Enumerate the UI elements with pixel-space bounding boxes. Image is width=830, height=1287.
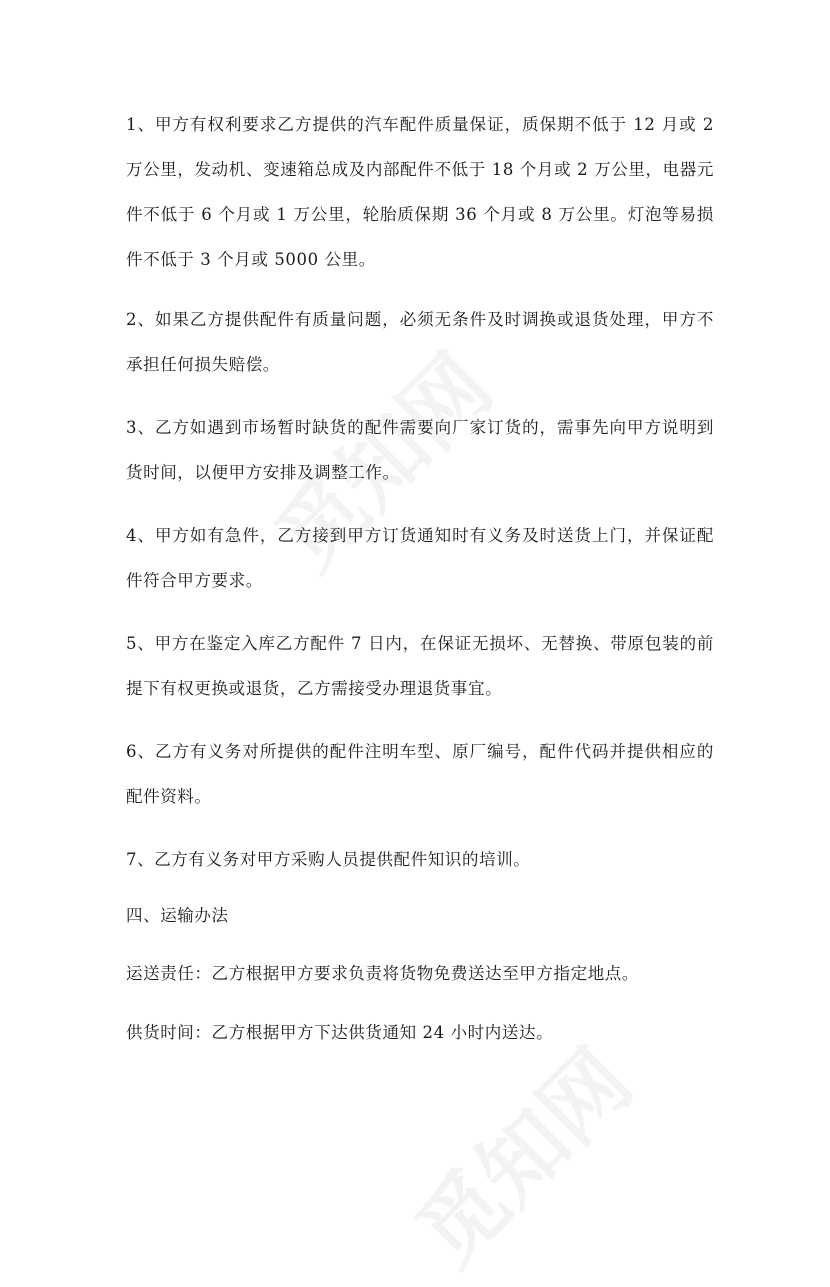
clause-5: 5、甲方在鉴定入库乙方配件 7 日内，在保证无损坏、无替换、带原包装的前提下有权更换或退货，乙方需接受办理退货事宜。 xyxy=(126,634,714,698)
supply-time: 供货时间：乙方根据甲方下达供货通知 24 小时内送达。 xyxy=(126,1023,554,1042)
clause-1: 1、甲方有权利要求乙方提供的汽车配件质量保证，质保期不低于 12 月或 2 万公里，发动机、变速箱总成及内部配件不低于 18 个月或 2 万公里，电器元件不低于 6 个月或 1 万公里，轮胎质保期 36 个月或 8 万公里。灯泡等易损件不低于 3 个月或 5000 公里。 xyxy=(126,115,714,269)
clause-4: 4、甲方如有急件，乙方接到甲方订货通知时有义务及时送货上门，并保证配件符合甲方要求。 xyxy=(126,526,714,590)
clause-6: 6、乙方有义务对所提供的配件注明车型、原厂编号，配件代码并提供相应的配件资料。 xyxy=(126,742,714,806)
clause-2: 2、如果乙方提供配件有质量问题，必须无条件及时调换或退货处理，甲方不承担任何损失赔偿。 xyxy=(126,310,714,374)
clause-7: 7、乙方有义务对甲方采购人员提供配件知识的培训。 xyxy=(126,850,531,869)
section-heading: 四、运输办法 xyxy=(126,906,229,925)
clause-3: 3、乙方如遇到市场暂时缺货的配件需要向厂家订货的，需事先向甲方说明到货时间，以便甲方安排及调整工作。 xyxy=(126,418,714,482)
delivery-responsibility: 运送责任：乙方根据甲方要求负责将货物免费送达至甲方指定地点。 xyxy=(126,964,639,983)
watermark xyxy=(384,1017,654,1287)
